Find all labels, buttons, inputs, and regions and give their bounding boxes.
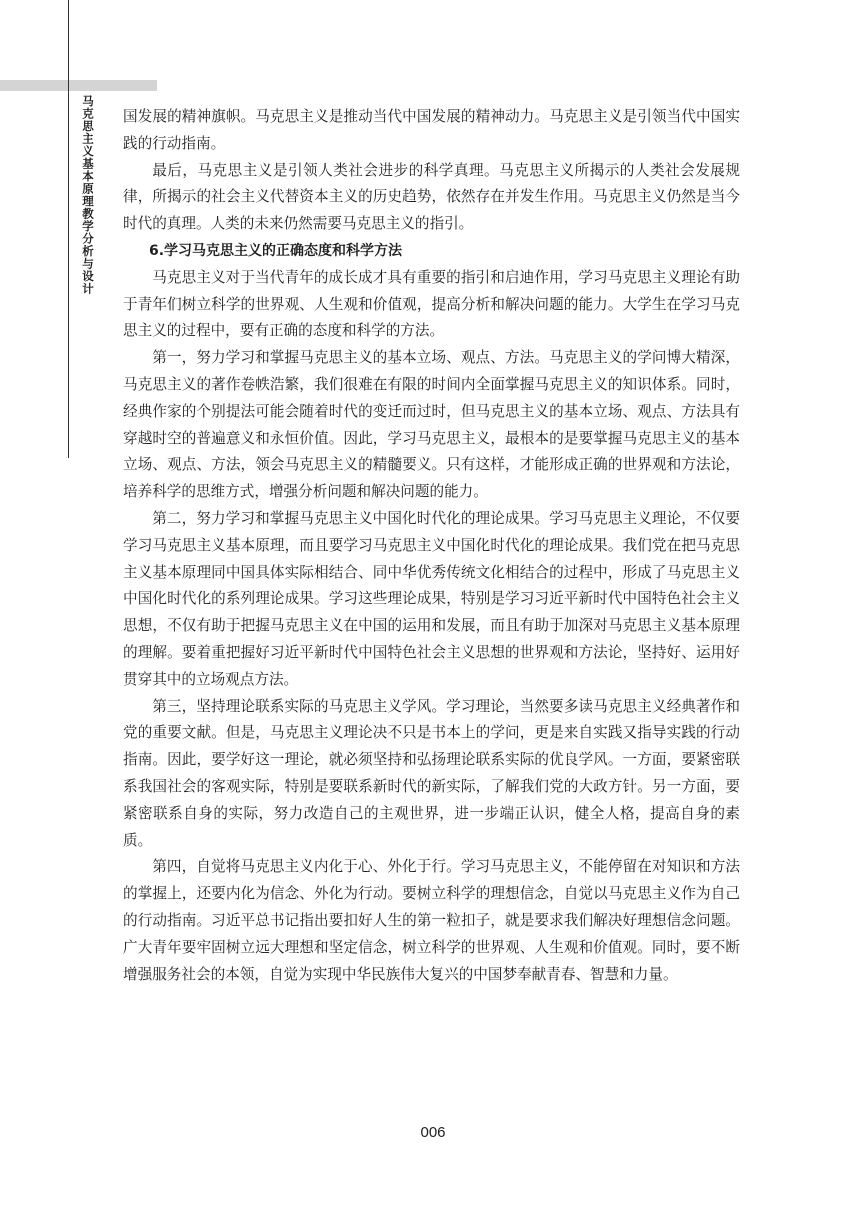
page-number: 006	[420, 1124, 446, 1141]
paragraph: 马克思主义对于当代青年的成长成才具有重要的指引和启迪作用，学习马克思主义理论有助于青年们树立科学的世界观、人生观和价值观，提高分析和解决问题的能力。大学生在学习马克思主义的过程中，要有正确的态度和科学的方法。	[123, 268, 740, 340]
header-gray-bar	[0, 80, 157, 91]
paragraph: 第二，努力学习和掌握马克思主义中国化时代化的理论成果。学习马克思主义理论，不仅要学习马克思主义基本原理，而且要学习马克思主义中国化时代化的理论成果。我们党在把马克思主义基本原理同中国具体实际相结合、同中华优秀传统文化相结合的过程中，形成了马克思主义中国化时代化的系列理论成果。学习这些理论成果，特别是学习习近平新时代中国特色社会主义思想，不仅有助于把握马克思主义在中国的运用和发展，而且有助于加深对马克思主义基本原理的理解。要着重把握好习近平新时代中国特色社会主义思想的世界观和方法论，坚持好、运用好贯穿其中的立场观点方法。	[123, 509, 740, 688]
paragraph: 第一，努力学习和掌握马克思主义的基本立场、观点、方法。马克思主义的学问博大精深，马克思主义的著作卷帙浩繁，我们很难在有限的时间内全面掌握马克思主义的知识体系。同时，经典作家的个别提法可能会随着时代的变迁而过时，但马克思主义的基本立场、观点、方法具有穿越时空的普遍意义和永恒价值。因此，学习马克思主义，最根本的是要掌握马克思主义的基本立场、观点、方法，领会马克思主义的精髓要义。只有这样，才能形成正确的世界观和方法论，培养科学的思维方式，增强分析问题和解决问题的能力。	[123, 349, 740, 501]
paragraph: 第三，坚持理论联系实际的马克思主义学风。学习理论，当然要多读马克思主义经典著作和党的重要文献。但是，马克思主义理论决不只是书本上的学问，更是来自实践又指导实践的行动指南。因此，要学好这一理论，就必须坚持和弘扬理论联系实际的优良学风。一方面，要紧密联系我国社会的客观实际，特别是要联系新时代的新实际，了解我们党的大政方针。另一方面，要紧密联系自身的实际，努力改造自己的主观世界，进一步端正认识，健全人格，提高自身的素质。	[123, 697, 740, 849]
page-body	[123, 104, 740, 988]
paragraph: 第四，自觉将马克思主义内化于心、外化于行。学习马克思主义，不能停留在对知识和方法的掌握上，还要内化为信念、外化为行动。要树立科学的理想信念，自觉以马克思主义作为自己的行动指南。习近平总书记指出要扣好人生的第一粒扣子，就是要求我们解决好理想信念问题。广大青年要牢固树立远大理想和坚定信念，树立科学的世界观、人生观和价值观。同时，要不断增强服务社会的本领，自觉为实现中华民族伟大复兴的中国梦奉献青春、智慧和力量。	[123, 858, 740, 983]
paragraph-continued: 国发展的精神旗帜。马克思主义是推动当代中国发展的精神动力。马克思主义是引领当代中国实践的行动指南。	[123, 108, 740, 152]
running-side-title: 马克思主义基本原理教学分析与设计	[81, 95, 95, 295]
section-heading: 6.学习马克思主义的正确态度和科学方法	[149, 242, 403, 259]
margin-vertical-rule	[68, 0, 69, 458]
paragraph: 最后，马克思主义是引领人类社会进步的科学真理。马克思主义所揭示的人类社会发展规律，所揭示的社会主义代替资本主义的历史趋势，依然存在并发生作用。马克思主义仍然是当今时代的真理。人类的未来仍然需要马克思主义的指引。	[123, 161, 740, 233]
